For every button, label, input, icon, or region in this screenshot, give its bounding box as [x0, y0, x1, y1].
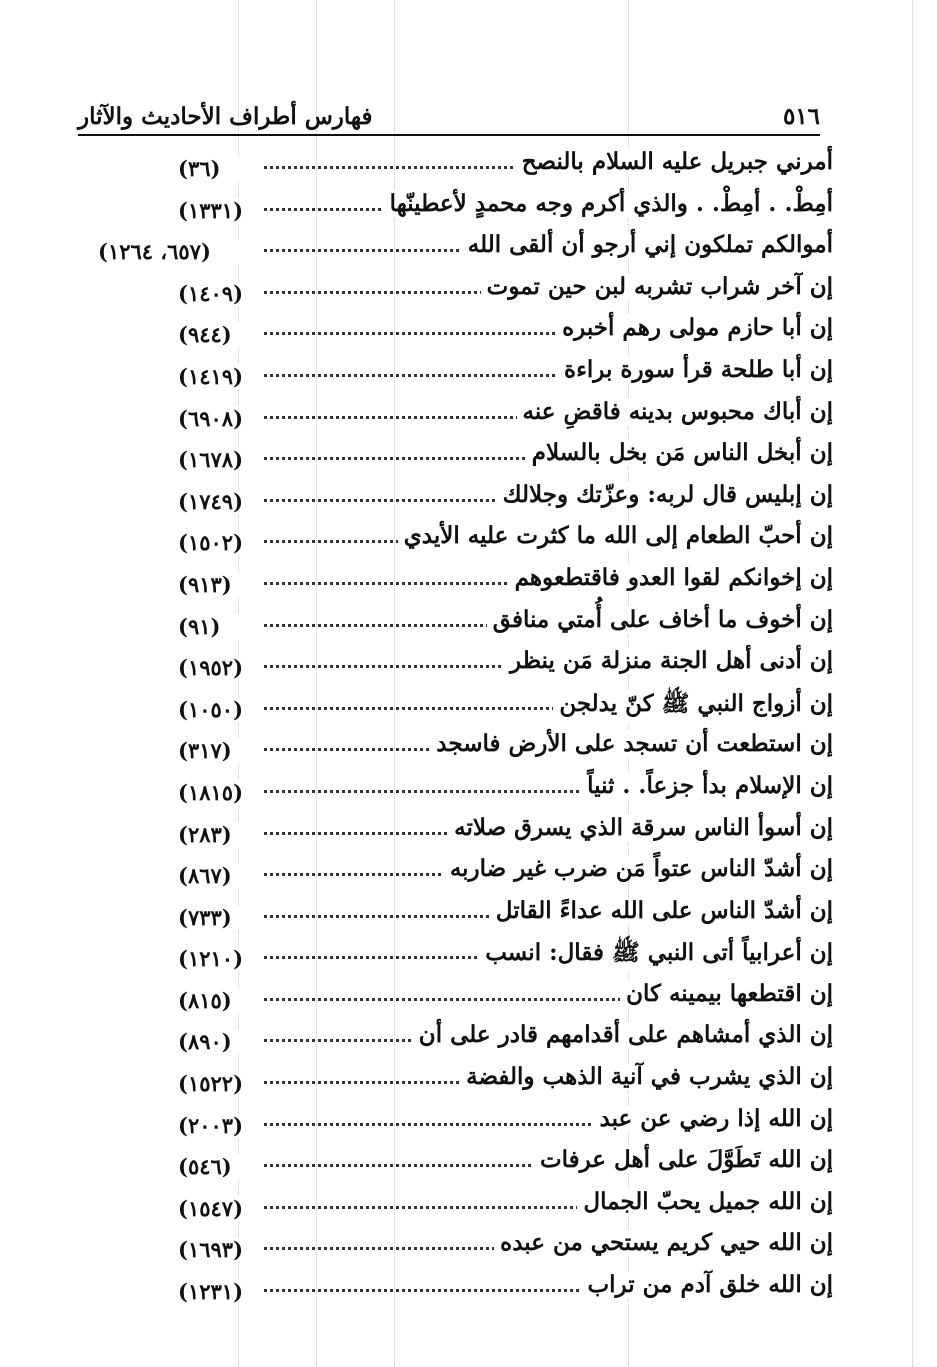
hadith-text: إن الذي يشرب في آنية الذهب والفضة [460, 1063, 833, 1090]
hadith-number: (٣١٧) [178, 738, 258, 763]
hadith-number: (١٦٩٣) [178, 1237, 258, 1262]
hadith-text: أمرني جبريل عليه السلام بالنصح [516, 148, 833, 175]
hadith-text: إن أشدّ الناس على الله عداءً القاتل [490, 897, 833, 924]
hadith-number: (٩١) [178, 614, 258, 639]
hadith-text: إن أشدّ الناس عتواً مَن ضرب غير ضاربه [444, 855, 833, 882]
hadith-number: (١٥٤٧) [178, 1196, 258, 1221]
list-item [78, 974, 833, 1016]
list-item [78, 184, 833, 226]
hadith-number: (٨٩٠) [178, 1029, 258, 1054]
list-item [78, 683, 833, 725]
list-item [78, 225, 833, 267]
hadith-number: (٨٦٧) [178, 863, 258, 888]
list-item [78, 1265, 833, 1307]
list-item [78, 1015, 833, 1057]
hadith-text: إن أدنى أهل الجنة منزلة مَن ينظر [504, 647, 833, 674]
hadith-number: (١٠٥٠) [178, 697, 258, 722]
list-item [78, 932, 833, 974]
hadith-text: إن أزواج النبي ﷺ كنّ يدلجن [553, 689, 833, 723]
hadith-number: (١٥٢٢) [178, 1071, 258, 1096]
hadith-number: (٩١٣) [178, 572, 258, 597]
list-item [78, 475, 833, 517]
list-item [78, 1182, 833, 1224]
list-item [78, 558, 833, 600]
list-item [78, 641, 833, 683]
hadith-text: إن إبليس قال لربه: وعزّتك وجلالك [497, 481, 833, 508]
hadith-text: إن إخوانكم لقوا العدو فاقتطعوهم [509, 564, 833, 591]
hadith-text: أموالكم تملكون إني أرجو أن ألقى الله [462, 231, 833, 258]
hadith-number: (١٧٤٩) [178, 489, 258, 514]
hadith-index-list [78, 142, 833, 1307]
hadith-number: (٩٤٤) [178, 322, 258, 347]
hadith-text: إن استطعت أن تسجد على الأرض فاسجد [430, 730, 833, 757]
hadith-text: إن الله جميل يحبّ الجمال [577, 1188, 833, 1215]
hadith-text: إن الله خلق آدم من تراب [581, 1271, 833, 1298]
hadith-text: إن الإسلام بدأ جزعاً. . ثنياً [581, 772, 833, 799]
list-item [78, 766, 833, 808]
hadith-text: إن أحبّ الطعام إلى الله ما كثرت عليه الأيدي [398, 522, 833, 549]
hadith-number: (٦٩٠٨) [178, 406, 258, 431]
hadith-number: (٢٠٠٣) [178, 1113, 258, 1138]
hadith-number: (١٤١٩) [178, 364, 258, 389]
hadith-number: (٢٨٣) [178, 822, 258, 847]
list-item [78, 600, 833, 642]
hadith-text: إن آخر شراب تشربه لبن حين تموت [481, 273, 833, 300]
hadith-number: (١٦٧٨) [178, 447, 258, 472]
hadith-text: إن الله تَطَوَّلَ على أهل عرفات [534, 1146, 833, 1173]
list-item [78, 724, 833, 766]
hadith-number: (١٤٠٩) [178, 281, 258, 306]
running-title: فهارس أطراف الأحاديث والآثار [78, 103, 373, 130]
hadith-text: إن أعرابياً أتى النبي ﷺ فقال: انسب [479, 938, 833, 972]
hadith-number: (٦٥٧، ١٢٦٤) [98, 239, 258, 264]
list-item [78, 891, 833, 933]
hadith-number: (١٥٠٢) [178, 530, 258, 555]
hadith-text: إن اقتطعها بيمينه كان [620, 980, 833, 1007]
hadith-number: (١٨١٥) [178, 780, 258, 805]
hadith-text: إن أبخل الناس مَن بخل بالسلام [526, 439, 833, 466]
hadith-text: أمِطْ. . أمِطْ. . والذي أكرم وجه محمدٍ لأعطينّها [384, 190, 833, 217]
hadith-text: إن أبا حازم مولى رهم أخبره [556, 314, 833, 341]
list-item [78, 267, 833, 309]
hadith-number: (٥٤٦) [178, 1154, 258, 1179]
hadith-number: (١٢١٠) [178, 946, 258, 971]
hadith-text: إن أسوأ الناس سرقة الذي يسرق صلاته [448, 814, 833, 841]
hadith-number: (١٢٣١) [178, 1279, 258, 1304]
list-item [78, 1140, 833, 1182]
hadith-number: (١٣٣١) [178, 198, 258, 223]
list-item [78, 433, 833, 475]
page-header [78, 86, 820, 136]
hadith-text: إن الله حيي كريم يستحي من عبده [494, 1229, 833, 1256]
list-item [78, 1057, 833, 1099]
hadith-text: إن أباك محبوس بدينه فاقضِ عنه [517, 398, 833, 425]
hadith-text: إن الله إذا رضي عن عبد [594, 1105, 833, 1132]
hadith-number: (٣٦) [178, 156, 258, 181]
list-item [78, 308, 833, 350]
hadith-text: إن أبا طلحة قرأ سورة براءة [558, 356, 833, 383]
list-item [78, 516, 833, 558]
list-item [78, 392, 833, 434]
page-number: ٥١٦ [782, 103, 820, 130]
list-item [78, 142, 833, 184]
hadith-number: (١٩٥٢) [178, 655, 258, 680]
hadith-text: إن الذي أمشاهم على أقدامهم قادر على أن [413, 1021, 833, 1048]
hadith-number: (٧٣٣) [178, 905, 258, 930]
list-item [78, 1099, 833, 1141]
hadith-text: إن أخوف ما أخاف على أُمتي منافق [487, 606, 833, 633]
list-item [78, 1223, 833, 1265]
hadith-number: (٨١٥) [178, 988, 258, 1013]
list-item [78, 808, 833, 850]
list-item [78, 849, 833, 891]
list-item [78, 350, 833, 392]
